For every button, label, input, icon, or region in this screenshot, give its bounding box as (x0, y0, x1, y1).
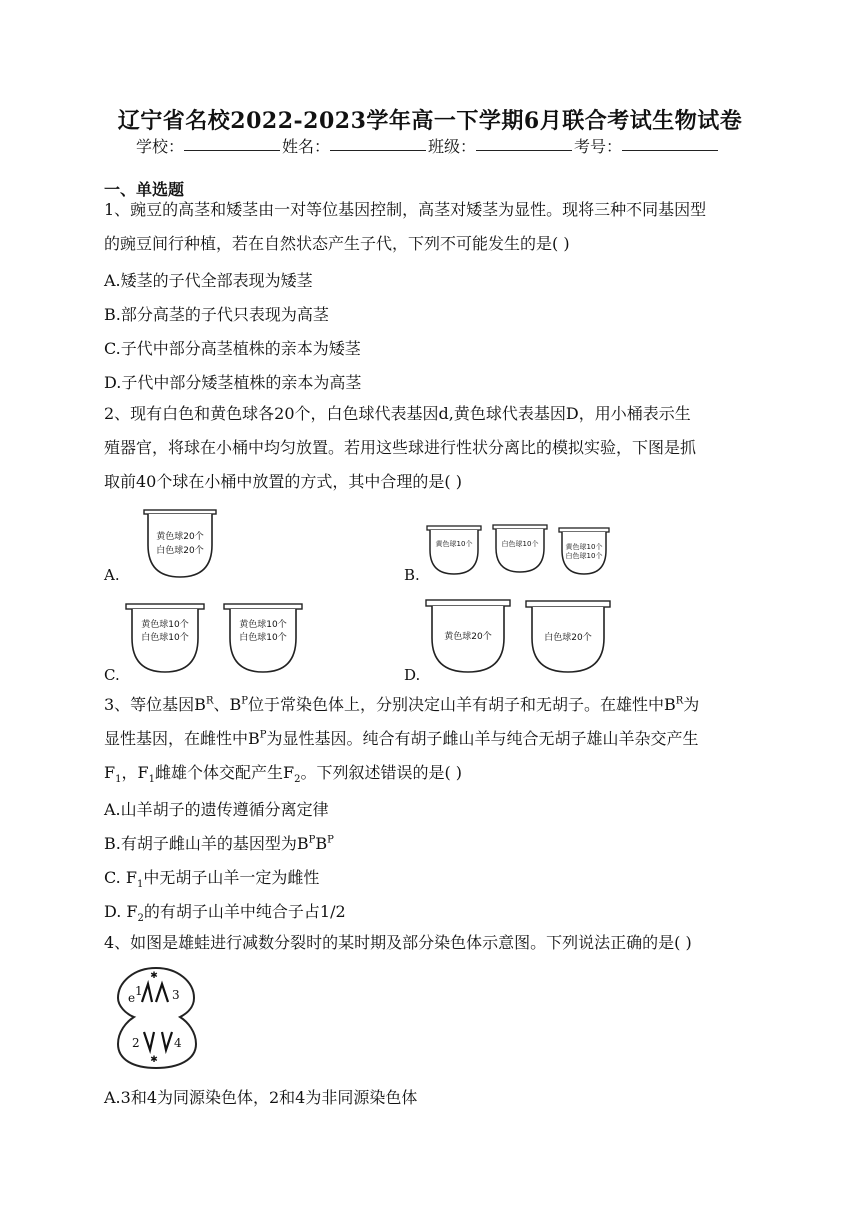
q3-stem-line1 (104, 695, 699, 715)
q3-sup: R (205, 695, 214, 707)
q1-option-a: A.矮茎的子代全部表现为矮茎 (104, 271, 313, 290)
q3-text: B.有胡子雌山羊的基因型为B (104, 834, 309, 853)
q3-sup: P (241, 695, 248, 707)
bucket-c2-text-1: 黄色球10个 (239, 620, 287, 630)
q2-figure-b-label: B. (404, 566, 420, 584)
q2-figure-d (424, 596, 614, 678)
bucket-b3-text-1: 黄色球10个 (565, 543, 603, 551)
bucket-b2-text: 白色球10个 (501, 540, 539, 548)
bucket-c2-text-2: 白色球10个 (239, 633, 287, 643)
q3-text: 。下列叙述错误的是( ) (300, 763, 463, 782)
q1-option-d: D.子代中部分矮茎植株的亲本为高茎 (104, 373, 362, 392)
q3-text: C. F (104, 868, 137, 887)
q3-sub: 1 (115, 774, 122, 786)
q3-text: D. F (104, 902, 138, 921)
bucket-d1-text: 黄色球20个 (444, 632, 492, 642)
q3-text: B (315, 834, 328, 853)
q3-stem-line2 (104, 729, 699, 749)
q1-stem-line1: 1、豌豆的高茎和矮茎由一对等位基因控制，高茎对矮茎为显性。现将三种不同基因型 (104, 200, 707, 219)
q2-figure-c (124, 600, 306, 680)
class-label: 班级： (428, 137, 477, 156)
school-label: 学校： (136, 137, 185, 156)
q3-sup: P (327, 834, 334, 846)
bucket-c2 (224, 604, 302, 672)
school-blank[interactable] (184, 134, 280, 151)
bucket-c1 (126, 604, 204, 672)
q3-text: ，F (121, 763, 149, 782)
q2-figure-a (140, 505, 220, 585)
q4-option-a: A.3和4为同源染色体，2和4为非同源染色体 (104, 1088, 418, 1107)
page-title: 辽宁省名校2022-2023学年高一下学期6月联合考试生物试卷 (117, 108, 743, 134)
q3-text: 为 (683, 695, 700, 714)
q3-text: 位于常染色体上，分别决定山羊有胡子和无胡子。在雄性中B (247, 695, 676, 714)
name-label: 姓名： (282, 137, 331, 156)
q2-stem-line3: 取前40个球在小桶中放置的方式，其中合理的是( ) (104, 472, 462, 491)
bucket-b2 (493, 525, 547, 572)
q3-sub: 2 (294, 774, 301, 786)
q1-option-c: C.子代中部分高茎植株的亲本为矮茎 (104, 339, 361, 358)
q3-text: 雌雄个体交配产生F (154, 763, 295, 782)
bucket-d1 (426, 600, 510, 672)
q3-text: 的有胡子山羊中纯合子占1/2 (143, 902, 346, 921)
q3-option-b (104, 831, 334, 854)
q1-option-b: B.部分高茎的子代只表现为高茎 (104, 305, 329, 324)
q3-text: 显性基因，在雌性中B (104, 729, 260, 748)
name-blank[interactable] (330, 134, 426, 151)
chromosome-label-4: 4 (174, 1036, 182, 1050)
bucket-d2-text: 白色球20个 (544, 633, 592, 643)
q3-text: 中无胡子山羊一定为雌性 (143, 868, 320, 887)
q3-stem-line3 (104, 763, 463, 786)
bucket-b1-text: 黄色球10个 (435, 540, 473, 548)
q3-text: 为显性基因。纯合有胡子雌山羊与纯合无胡子雄山羊杂交产生 (266, 729, 699, 748)
q2-figure-b (423, 520, 613, 582)
q1-stem-line2: 的豌豆间行种植，若在自然状态产生子代，下列不可能发生的是( ) (104, 234, 570, 253)
class-blank[interactable] (476, 134, 572, 151)
q3-text: 3、等位基因B (104, 695, 206, 714)
chromosome-label-3: 3 (172, 988, 180, 1002)
student-info-fields (136, 134, 720, 157)
bucket-a-text-1: 黄色球20个 (156, 532, 204, 542)
exam-number-blank[interactable] (622, 134, 718, 151)
q3-sup: P (308, 834, 316, 846)
bucket-c1-text-1: 黄色球10个 (141, 620, 189, 630)
q3-sup: R (675, 695, 684, 707)
q3-sub: 1 (136, 879, 144, 891)
q3-sup: P (259, 729, 267, 741)
q3-option-c (104, 865, 320, 891)
q4-cell-figure (108, 962, 204, 1072)
bucket-b3 (559, 528, 609, 574)
q3-option-a: A.山羊胡子的遗传遵循分离定律 (104, 800, 329, 819)
gene-label-e: e (128, 991, 136, 1005)
bucket-b3-text-2: 白色球10个 (565, 552, 603, 560)
spindle-mark-bottom: ✱ (150, 1055, 158, 1065)
dividing-cell-outline (118, 968, 196, 1068)
q3-text: 、B (213, 695, 242, 714)
bucket-c1-text-2: 白色球10个 (141, 633, 189, 643)
q3-sub: 2 (137, 913, 144, 925)
q3-option-d (104, 899, 346, 925)
q2-figure-c-label: C. (104, 666, 120, 684)
section-heading: 一、单选题 (104, 180, 185, 199)
q4-stem-line1: 4、如图是雄蛙进行减数分裂时的某时期及部分染色体示意图。下列说法正确的是( ) (104, 933, 692, 952)
q2-stem-line2: 殖器官，将球在小桶中均匀放置。若用这些球进行性状分离比的模拟实验，下图是抓 (104, 438, 697, 457)
q2-stem-line1: 2、现有白色和黄色球各20个，白色球代表基因d,黄色球代表基因D，用小桶表示生 (104, 404, 691, 423)
bucket-d2 (526, 601, 610, 672)
bucket-b1 (427, 526, 481, 574)
q3-sub: 1 (148, 774, 155, 786)
bucket-a-text-2: 白色球20个 (156, 546, 204, 556)
bucket-rim (144, 510, 216, 514)
q2-figure-d-label: D. (404, 666, 421, 684)
spindle-mark-top: ✱ (150, 971, 158, 981)
q3-text: F (104, 763, 116, 782)
q2-figure-a-label: A. (104, 566, 120, 584)
chromosome-label-2: 2 (132, 1036, 140, 1050)
chromosome-label-1: 1 (135, 984, 143, 998)
exam-number-label: 考号： (574, 137, 623, 156)
